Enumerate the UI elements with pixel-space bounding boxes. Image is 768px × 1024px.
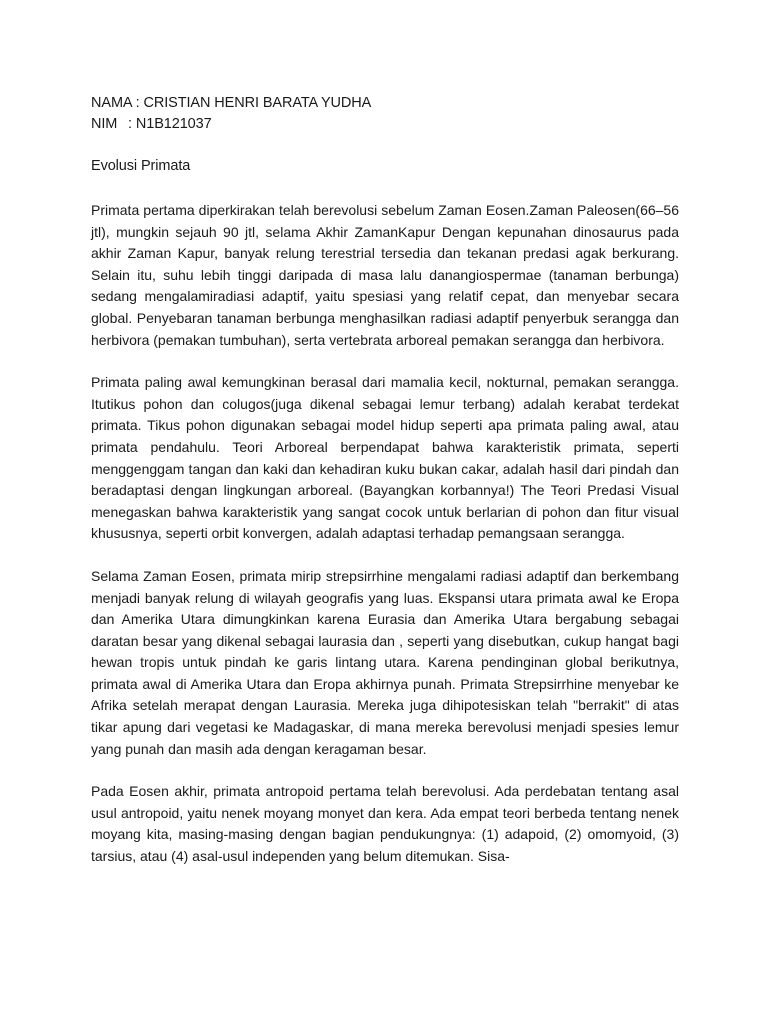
paragraph-3: Selama Zaman Eosen, primata mirip strepsirrhine mengalami radiasi adaptif dan berkembang menjadi banyak relung di wilayah geografis yang luas. Ekspansi utara primata awal ke Eropa dan Amerika Utara dimungkinkan karena Eurasia dan Amerika Utara bergabung sebagai daratan besar yang dikenal sebagai laurasia dan , seperti yang disebutkan, cukup hangat bagi hewan tropis untuk pindah ke garis lintang utara. Karena pendinginan global berikutnya, primata awal di Amerika Utara dan Eropa akhirnya punah. Primata Strepsirrhine menyebar ke Afrika setelah merapat dengan Laurasia. Mereka juga dihipotesiskan telah "berrakit" di atas tikar apung dari vegetasi ke Madagaskar, di mana mereka berevolusi menjadi spesies lemur yang punah dan masih ada dengan keragaman besar. <box>91 567 679 757</box>
document-title: Evolusi Primata <box>91 158 191 174</box>
student-id-label: NIM <box>91 116 118 132</box>
paragraph-1: Primata pertama diperkirakan telah berevolusi sebelum Zaman Eosen.Zaman Paleosen(66–56 jtl), mungkin sejauh 90 jtl, selama Akhir ZamanKapur Dengan kepunahan dinosaurus pada akhir Zaman Kapur, banyak relung terestrial tersedia dan tekanan predasi agak berkurang. Selain itu, suhu lebih tinggi daripada di masa lalu danangiospermae (tanaman berbunga) sedang mengalamiradiasi adaptif, yaitu spesiasi yang relatif cepat, dan menyebar secara global. Penyebaran tanaman berbunga menghasilkan radiasi adaptif penyerbuk serangga dan herbivora (pemakan tumbuhan), serta vertebrata arboreal pemakan serangga dan herbivora. <box>91 202 679 348</box>
paragraph-4: Pada Eosen akhir, primata antropoid pertama telah berevolusi. Ada perdebatan tentang asal usul antropoid, yaitu nenek moyang monyet dan kera. Ada empat teori berbeda tentang nenek moyang kita, masing-masing dengan bagian pendukungnya: (1) adapoid, (2) omomyoid, (3) tarsius, atau (4) asal-usul independen yang belum ditemukan. Sisa- <box>91 783 679 865</box>
document-content <box>91 93 679 868</box>
student-id-value: : N1B121037 <box>128 116 212 132</box>
paragraph-2: Primata paling awal kemungkinan berasal dari mamalia kecil, nokturnal, pemakan serangga. Itutikus pohon dan colugos(juga dikenal sebagai lemur terbang) adalah kerabat terdekat primata. Tikus pohon digunakan sebagai model hidup seperti apa primata paling awal, atau primata pendahulu. Teori Arboreal berpendapat bahwa karakteristik primata, seperti menggenggam tangan dan kaki dan kehadiran kuku bukan cakar, adalah hasil dari pindah dan beradaptasi dengan lingkungan arboreal. (Bayangkan korbannya!) The Teori Predasi Visual menegaskan bahwa karakteristik yang sangat cocok untuk berlarian di pohon dan fitur visual khususnya, seperti orbit konvergen, adalah adaptasi terhadap pemangsaan serangga. <box>91 374 679 542</box>
student-name-line: NAMA : CRISTIAN HENRI BARATA YUDHA <box>91 95 372 111</box>
student-id-line <box>91 114 679 135</box>
